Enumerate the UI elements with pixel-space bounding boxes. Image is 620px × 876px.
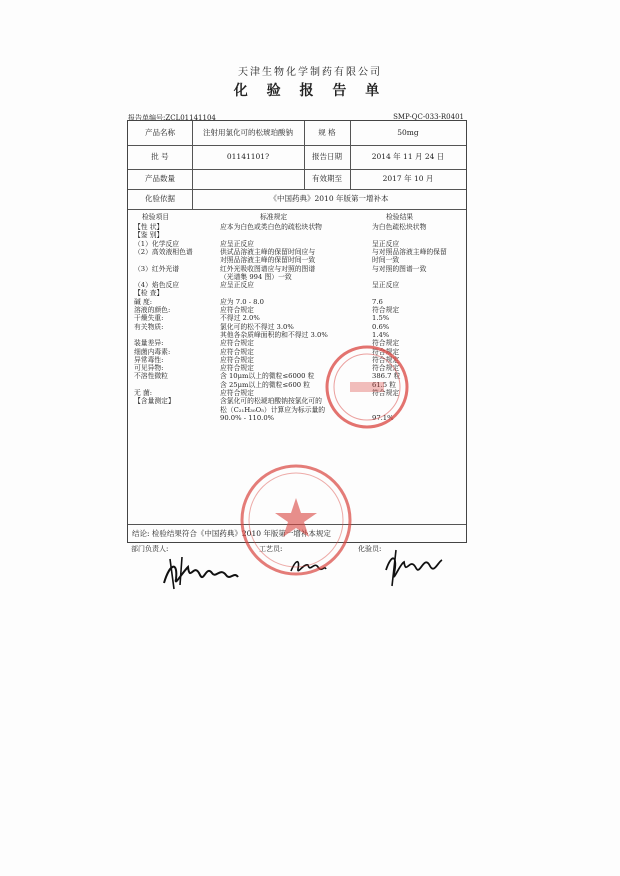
basis-value: 《中国药典》2010 年版第一增补本 bbox=[269, 194, 389, 203]
test-standard: 含 10μm以上的微粒≤6000 粒 bbox=[220, 372, 315, 381]
company-name: 天津生物化学制药有限公司 bbox=[238, 67, 382, 78]
test-standard: 应符合规定 bbox=[220, 355, 254, 364]
test-standard: 供试品溶液主峰的保留时间应与 bbox=[220, 247, 316, 256]
test-item: 【鉴 别】 bbox=[134, 231, 164, 240]
test-standard: 应符合规定 bbox=[220, 364, 254, 373]
test-standard: 应呈正反应 bbox=[220, 281, 254, 290]
dept-head-label: 部门负责人: bbox=[131, 545, 169, 553]
test-result: 呈正反应 bbox=[372, 239, 400, 248]
inspector-label: 化验员: bbox=[358, 545, 382, 553]
test-item: 无 菌: bbox=[134, 389, 153, 397]
dept-head-signature bbox=[160, 553, 240, 591]
test-result: 符合规定 bbox=[372, 339, 400, 348]
test-result: 1.5% bbox=[372, 314, 390, 323]
test-standard: 应符合规定 bbox=[220, 389, 254, 397]
test-item: 装量差异: bbox=[134, 339, 164, 348]
test-item: 【性 状】 bbox=[134, 223, 164, 231]
spec-label: 规 格 bbox=[318, 128, 336, 137]
test-standard: 应呈正反应 bbox=[220, 239, 254, 248]
batch-value: 01141101? bbox=[226, 152, 270, 161]
test-item: （2）高效液相色谱 bbox=[134, 247, 193, 256]
test-standard: 应符合规定 bbox=[220, 347, 254, 356]
test-standard: 含 25μm以上的微粒≤600 粒 bbox=[220, 380, 311, 389]
test-result: 符合规定 bbox=[372, 389, 400, 397]
test-result: 与对照的图谱一致 bbox=[372, 264, 427, 273]
test-item: 不溶性微粒 bbox=[134, 372, 168, 381]
expiry-value: 2017 年 10 月 bbox=[382, 174, 434, 183]
test-standard: 其他各杂质峰面积的和不得过 3.0% bbox=[220, 330, 328, 339]
test-standard: 氯化可的松不得过 3.0% bbox=[220, 322, 294, 331]
test-result: 97.1% bbox=[372, 413, 394, 422]
test-item: （4）焰色反应 bbox=[134, 281, 180, 290]
test-standard: 松（C₂₁H₃₀O₅）计算应为标示量的 bbox=[220, 405, 326, 414]
test-result: 符合规定 bbox=[372, 347, 400, 356]
test-standard: 应符合规定 bbox=[220, 339, 254, 348]
test-standard: （光谱集 994 图）一致 bbox=[220, 272, 292, 281]
batch-label: 批 号 bbox=[151, 152, 169, 161]
test-item: （1）化学反应 bbox=[134, 239, 180, 248]
column-header-item: 检验项目 bbox=[142, 213, 170, 221]
test-result: 0.6% bbox=[372, 322, 390, 331]
spec-value: 50mg bbox=[397, 128, 419, 137]
test-result: 符合规定 bbox=[372, 364, 400, 373]
test-standard: 应为 7.0 - 8.0 bbox=[220, 297, 264, 306]
test-result: 与对照品溶液主峰的保留 bbox=[372, 247, 447, 256]
test-item: 细菌内毒素: bbox=[134, 347, 171, 356]
document-title: 化 验 报 告 单 bbox=[233, 83, 387, 99]
quantity-label: 产品数量 bbox=[145, 174, 175, 183]
basis-label: 化验依据 bbox=[145, 194, 175, 203]
expiry-label: 有效期至 bbox=[312, 174, 342, 183]
test-result: 1.4% bbox=[372, 330, 390, 339]
inspector-signature bbox=[380, 546, 444, 588]
column-header-standard: 标准规定 bbox=[260, 213, 288, 221]
test-standard: 含氯化可的松琥珀酸钠按氯化可的 bbox=[220, 397, 322, 406]
report-date-value: 2014 年 11 月 24 日 bbox=[371, 152, 445, 161]
test-item: 【检 查】 bbox=[134, 289, 164, 298]
test-item: 可见异物: bbox=[134, 364, 164, 373]
column-header-result: 检验结果 bbox=[386, 213, 414, 221]
engineer-label: 工艺员: bbox=[259, 545, 283, 553]
test-result: 符合规定 bbox=[372, 306, 400, 314]
test-result: 时间一致 bbox=[372, 256, 400, 265]
test-item: 异常毒性: bbox=[134, 355, 164, 364]
test-item: 有关物质: bbox=[134, 322, 164, 331]
test-result: 7.6 bbox=[372, 297, 383, 306]
report-number-label: 报告单编号: bbox=[128, 114, 166, 122]
test-item: 溶液的颜色: bbox=[134, 306, 171, 314]
test-result: 为白色疏松块状物 bbox=[372, 223, 427, 231]
test-standard: 对照品溶液主峰的保留时间一致 bbox=[220, 256, 316, 265]
product-name-value: 注射用氯化可的松琥珀酸钠 bbox=[203, 128, 293, 137]
test-item: 碱 度: bbox=[134, 297, 153, 306]
report-number-value: ZCL01141104 bbox=[165, 114, 216, 122]
test-result: 386.7 粒 bbox=[372, 372, 401, 381]
test-result: 呈正反应 bbox=[372, 281, 400, 290]
test-standard: 应本为白色或类白色的疏松块状物 bbox=[220, 223, 322, 231]
test-item: （3）红外光谱 bbox=[134, 264, 180, 273]
test-item: 干燥失重: bbox=[134, 314, 164, 323]
quality-seal-stamp bbox=[322, 342, 412, 432]
test-standard: 应符合规定 bbox=[220, 306, 254, 314]
company-seal-stamp bbox=[236, 460, 356, 580]
conclusion: 结论: 检验结果符合《中国药典》2010 年版第一增补本规定 bbox=[132, 529, 331, 538]
test-item: 【含量测定】 bbox=[134, 397, 175, 406]
test-standard: 红外光吸收图谱应与对照的图谱 bbox=[220, 264, 316, 273]
test-result: 符合规定 bbox=[372, 355, 400, 364]
test-result: 61.5 粒 bbox=[372, 380, 397, 389]
product-name-label: 产品名称 bbox=[145, 128, 175, 137]
report-date-label: 报告日期 bbox=[312, 152, 342, 161]
document-code: SMP-QC-033-R0401 bbox=[393, 113, 464, 121]
test-standard: 90.0% - 110.0% bbox=[220, 413, 275, 422]
test-standard: 不得过 2.0% bbox=[220, 314, 260, 323]
